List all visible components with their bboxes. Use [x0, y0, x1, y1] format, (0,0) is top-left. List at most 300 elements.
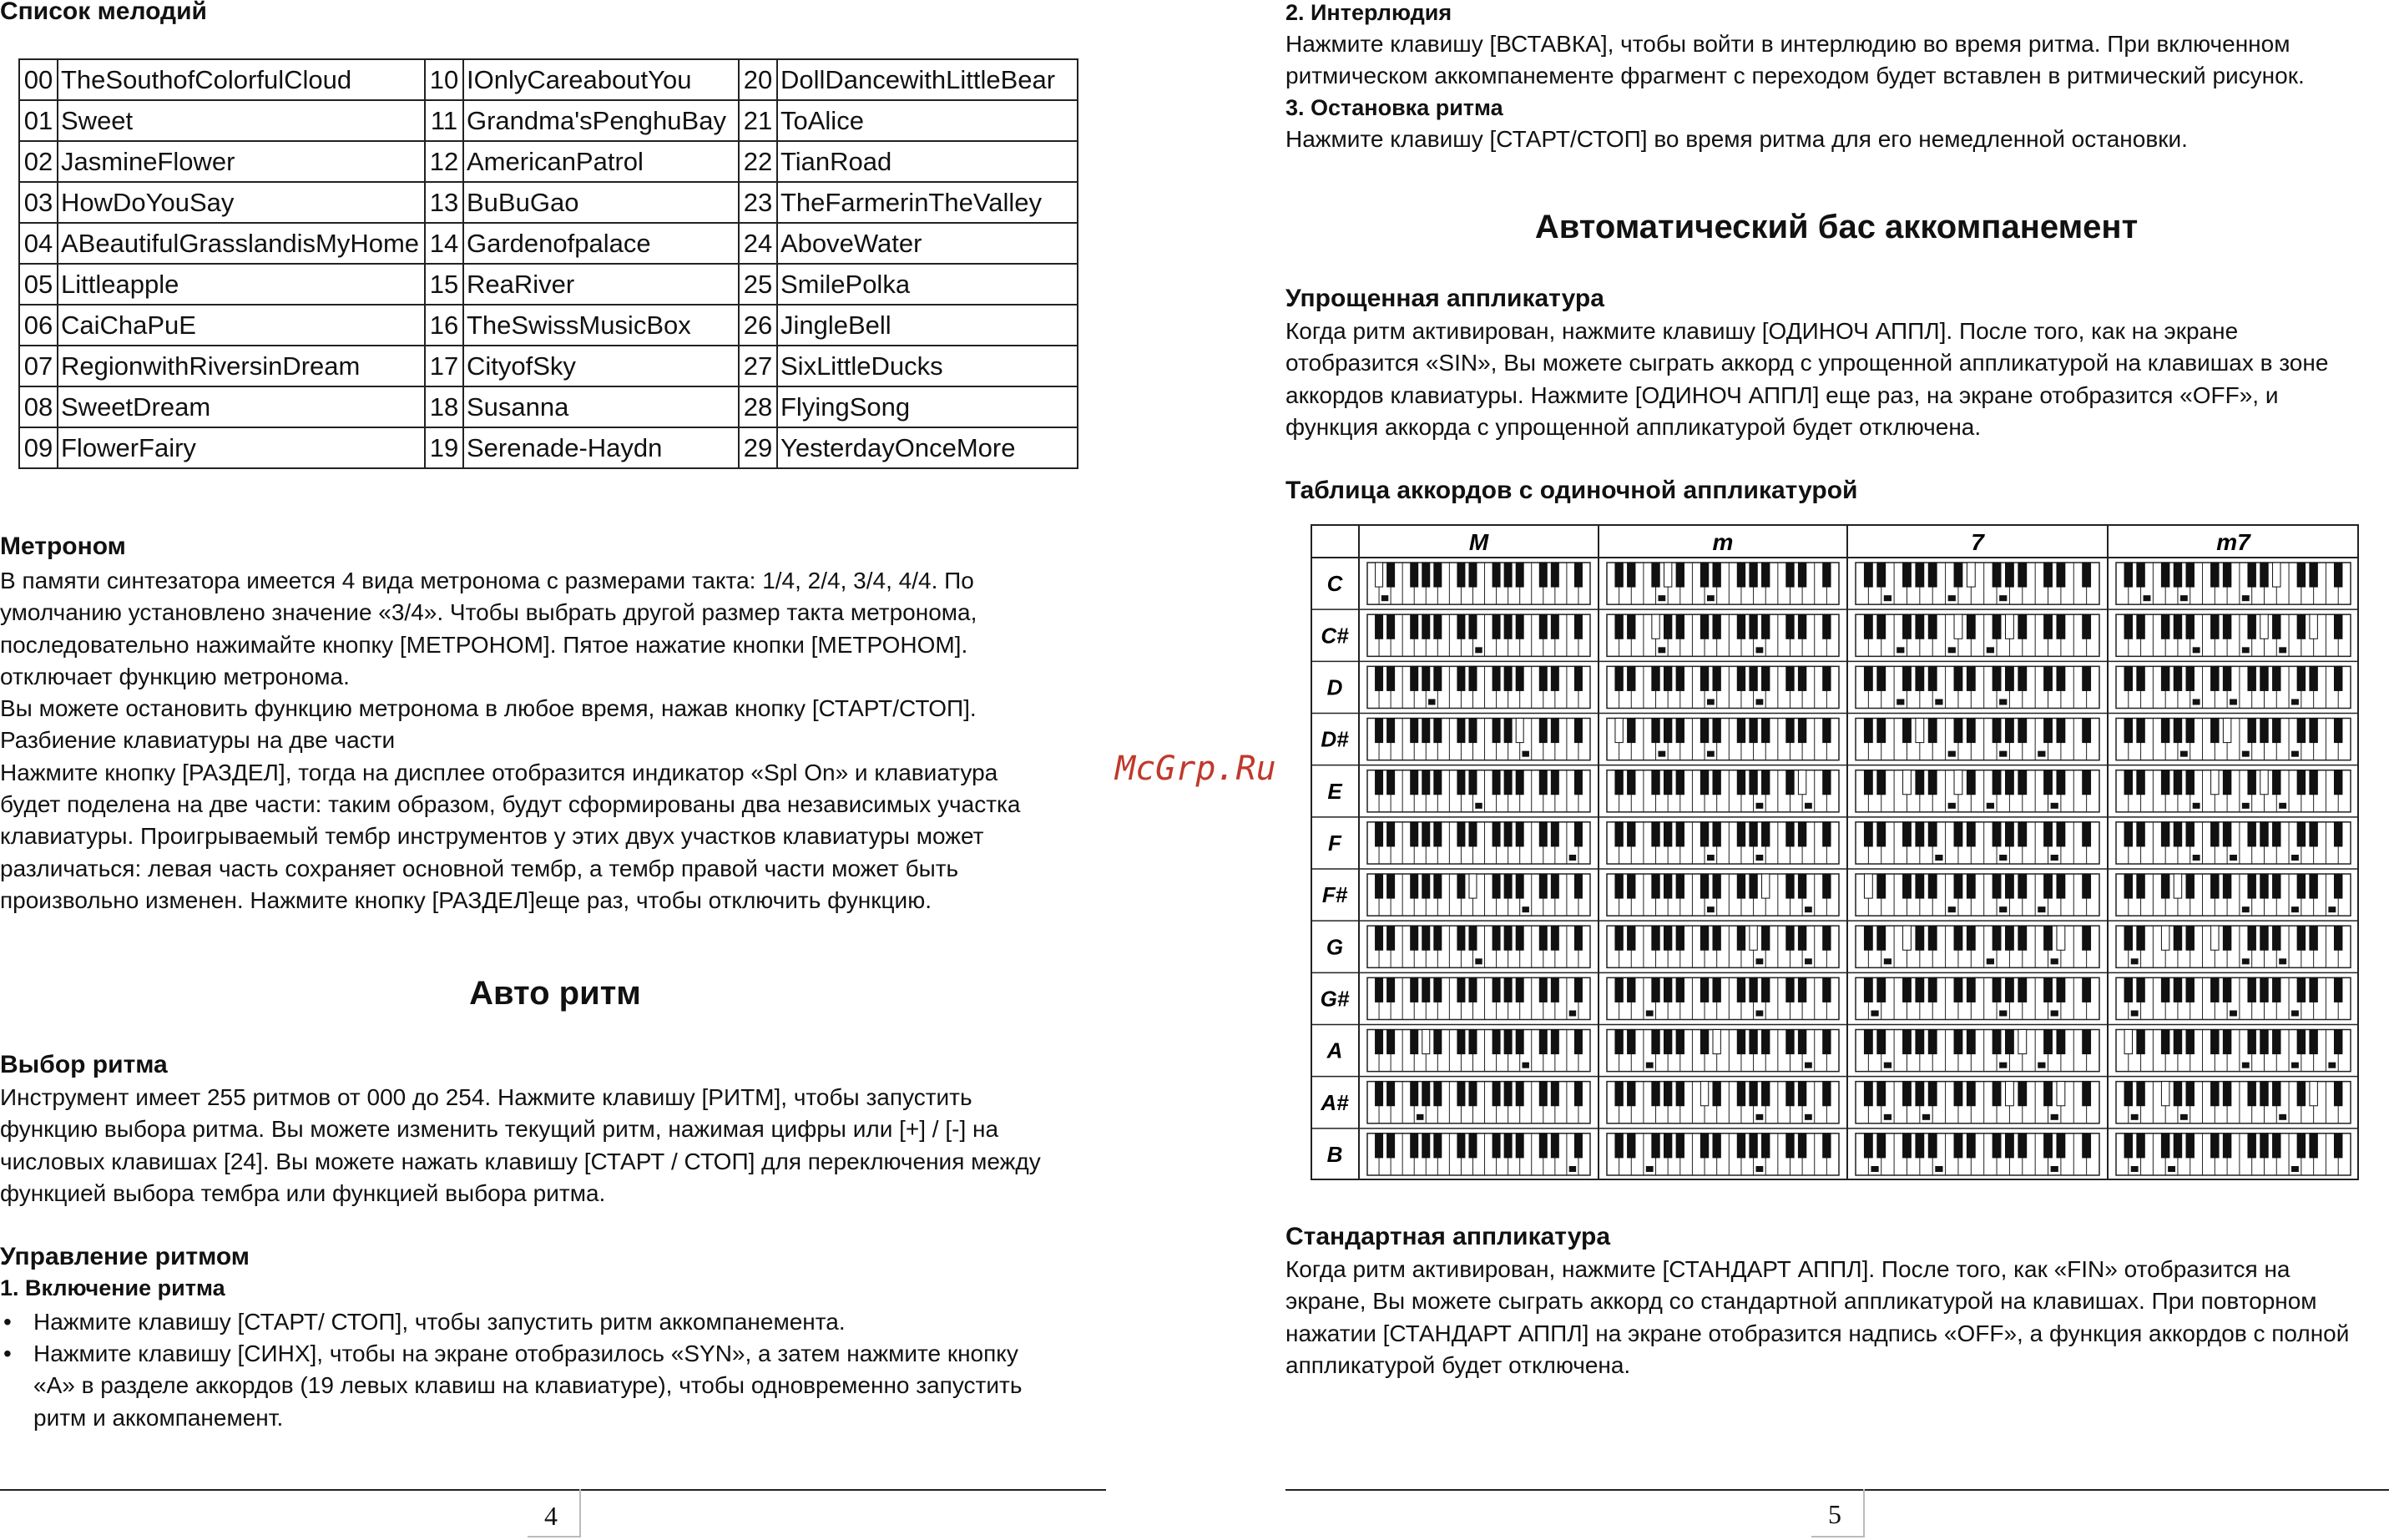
black-key	[2174, 770, 2181, 795]
black-key	[1877, 770, 1886, 795]
black-key	[2273, 1082, 2280, 1106]
pressed-key-marker	[2168, 1166, 2175, 1172]
black-key	[1762, 822, 1770, 846]
melody-number: 21	[739, 100, 777, 141]
pressed-key-marker	[1646, 1011, 1654, 1017]
black-key	[1823, 874, 1831, 898]
black-key	[2273, 719, 2280, 743]
black-key	[1551, 666, 1558, 690]
melody-name: DollDancewithLittleBear	[777, 59, 1078, 100]
pressed-key-marker	[1756, 958, 1764, 964]
black-key	[2310, 1030, 2317, 1054]
black-key	[1457, 926, 1465, 950]
black-key	[2273, 822, 2280, 846]
text-line: функцию выбора ритма. Вы можете изменить текущий ритм, нажимая цифры или [+] / [-] на	[0, 1116, 999, 1143]
black-key	[1434, 874, 1442, 898]
black-key	[2137, 926, 2144, 950]
melody-number: 04	[19, 223, 58, 264]
pressed-key-marker	[2242, 906, 2250, 912]
pressed-key-marker	[1805, 906, 1812, 912]
pressed-key-marker	[1756, 855, 1764, 861]
rhythm-select-title: Выбор ритма	[0, 1051, 168, 1078]
black-key	[1877, 1134, 1886, 1158]
black-key	[1877, 614, 1886, 639]
black-key	[1615, 1030, 1623, 1054]
black-key	[1516, 1082, 1523, 1106]
black-key	[1967, 926, 1975, 950]
pressed-key-marker	[1756, 647, 1764, 653]
black-key	[1750, 719, 1757, 743]
black-key	[2006, 1082, 2014, 1106]
text-line: Когда ритм активирован, нажмите [СТАНДАРТ АППЛ]. После того, как «FIN» отобразится на	[1285, 1256, 2291, 1282]
black-key	[1411, 874, 1418, 898]
black-key	[2248, 926, 2255, 950]
black-key	[2186, 563, 2194, 587]
text-line: Нажмите кнопку [РАЗДЕЛ], тогда на дисплее отобразится индикатор «Spl On» и клавиатура	[0, 759, 998, 785]
black-key	[1664, 1134, 1671, 1158]
black-key	[1798, 1030, 1806, 1054]
black-key	[1762, 874, 1770, 898]
black-key	[1411, 1082, 1418, 1106]
black-key	[2006, 874, 2014, 898]
black-key	[1664, 1030, 1671, 1054]
black-key	[1492, 666, 1500, 690]
pressed-key-marker	[1569, 1011, 1576, 1017]
pressed-key-marker	[1987, 803, 1994, 809]
black-key	[1928, 1030, 1937, 1054]
stop-text	[1285, 124, 2188, 155]
rhythm-control-title: Управление ритмом	[0, 1243, 250, 1270]
pressed-key-marker	[1897, 647, 1904, 653]
black-key	[1700, 874, 1708, 898]
black-key	[1786, 822, 1794, 846]
simple-fingering-text	[1285, 316, 2328, 443]
black-key	[1762, 666, 1770, 690]
text-line: В памяти синтезатора имеется 4 вида метронома с размерами такта: 1/4, 2/4, 3/4, 4/4. По	[0, 568, 974, 593]
pressed-key-marker	[2291, 699, 2299, 705]
black-key	[1762, 1030, 1770, 1054]
pressed-key-marker	[1884, 595, 1892, 601]
black-key	[1676, 1134, 1684, 1158]
bullet-line: ритм и аккомпанемент.	[33, 1404, 284, 1431]
black-key	[1469, 666, 1477, 690]
pressed-key-marker	[1987, 647, 1994, 653]
black-key	[1823, 977, 1831, 1002]
black-key	[1993, 822, 2001, 846]
chord-row-label: F#	[1321, 882, 1348, 908]
black-key	[1993, 719, 2001, 743]
black-key	[2006, 822, 2014, 846]
black-key	[2211, 1134, 2219, 1158]
black-key	[2044, 614, 2053, 639]
black-key	[2057, 666, 2065, 690]
black-key	[1700, 563, 1708, 587]
black-key	[1762, 614, 1770, 639]
black-key	[1916, 770, 1924, 795]
black-key	[1411, 1030, 1418, 1054]
standard-fingering-title: Стандартная аппликатура	[1285, 1223, 1611, 1250]
black-key	[2161, 563, 2169, 587]
black-key	[1903, 822, 1912, 846]
pressed-key-marker	[2131, 1114, 2139, 1120]
black-key	[1786, 1030, 1794, 1054]
black-key	[2260, 1082, 2268, 1106]
black-key	[1387, 874, 1395, 898]
black-key	[2186, 1134, 2194, 1158]
black-key	[2248, 822, 2255, 846]
black-key	[1737, 770, 1745, 795]
pressed-key-marker	[2131, 1011, 2139, 1017]
melody-name: CaiChaPuE	[58, 305, 425, 346]
black-key	[1615, 926, 1623, 950]
black-key	[1713, 614, 1720, 639]
black-key	[2044, 666, 2053, 690]
black-key	[1387, 977, 1395, 1002]
black-key	[2334, 1134, 2341, 1158]
black-key	[2211, 1082, 2219, 1106]
black-key	[1652, 926, 1659, 950]
pressed-key-marker	[1805, 958, 1812, 964]
black-key	[1877, 719, 1886, 743]
text-line: экране, Вы можете сыграть аккорд со стандартной аппликатурой на клавишах. При повторном	[1285, 1288, 2317, 1315]
black-key	[1676, 614, 1684, 639]
black-key	[1993, 874, 2001, 898]
black-key	[1864, 770, 1872, 795]
pressed-key-marker	[2291, 1011, 2299, 1017]
melody-name: CityofSky	[463, 346, 739, 386]
melody-name: TheSouthofColorfulCloud	[58, 59, 425, 100]
pressed-key-marker	[2242, 751, 2250, 757]
pressed-key-marker	[1381, 595, 1388, 601]
black-key	[2018, 874, 2027, 898]
black-key	[1823, 1134, 1831, 1158]
text-line: Инструмент имеет 255 ритмов от 000 до 254. Нажмите клавишу [РИТМ], чтобы запустить	[0, 1084, 972, 1110]
black-key	[2248, 719, 2255, 743]
melody-number: 23	[739, 182, 777, 223]
pressed-key-marker	[1935, 855, 1942, 861]
black-key	[1737, 926, 1745, 950]
melody-number: 12	[425, 141, 463, 182]
black-key	[1387, 822, 1395, 846]
black-key	[1469, 822, 1477, 846]
black-key	[2297, 1082, 2305, 1106]
melody-number: 10	[425, 59, 463, 100]
black-key	[1993, 770, 2001, 795]
black-key	[2124, 770, 2132, 795]
black-key	[1539, 1082, 1547, 1106]
pressed-key-marker	[1707, 595, 1715, 601]
black-key	[1750, 1134, 1757, 1158]
black-key	[2174, 1134, 2181, 1158]
black-key	[1628, 926, 1635, 950]
black-key	[1664, 822, 1671, 846]
black-key	[2334, 977, 2341, 1002]
black-key	[1574, 666, 1582, 690]
black-key	[2124, 1082, 2132, 1106]
black-key	[1628, 719, 1635, 743]
black-key	[1492, 977, 1500, 1002]
black-key	[1469, 1082, 1477, 1106]
chord-row-label: C#	[1321, 623, 1349, 649]
black-key	[1750, 563, 1757, 587]
black-key	[1928, 926, 1937, 950]
black-key	[2334, 666, 2341, 690]
black-key	[2057, 822, 2065, 846]
black-key	[2057, 926, 2065, 950]
black-key	[1798, 822, 1806, 846]
black-key	[2186, 666, 2194, 690]
black-key	[1762, 1082, 1770, 1106]
black-key	[1539, 719, 1547, 743]
black-key	[1434, 719, 1442, 743]
black-key	[1422, 614, 1430, 639]
black-key	[1993, 1082, 2001, 1106]
black-key	[1737, 1134, 1745, 1158]
black-key	[1928, 563, 1937, 587]
black-key	[1786, 666, 1794, 690]
black-key	[1954, 977, 1962, 1002]
page-number: 4	[544, 1501, 558, 1531]
black-key	[2211, 874, 2219, 898]
black-key	[1864, 1082, 1872, 1106]
pressed-key-marker	[1756, 1011, 1764, 1017]
black-key	[1664, 926, 1671, 950]
black-key	[1539, 926, 1547, 950]
pressed-key-marker	[2242, 647, 2250, 653]
black-key	[2057, 719, 2065, 743]
bullet-item	[3, 1338, 1088, 1438]
pressed-key-marker	[2051, 855, 2058, 861]
black-key	[1737, 563, 1745, 587]
black-key	[1411, 666, 1418, 690]
melody-name: TheSwissMusicBox	[463, 305, 739, 346]
black-key	[1713, 666, 1720, 690]
black-key	[1713, 563, 1720, 587]
black-key	[1411, 977, 1418, 1002]
black-key	[1823, 1082, 1831, 1106]
pressed-key-marker	[1805, 803, 1812, 809]
black-key	[1457, 563, 1465, 587]
black-key	[1713, 719, 1720, 743]
black-key	[1676, 719, 1684, 743]
pressed-key-marker	[1756, 1114, 1764, 1120]
black-key	[2174, 977, 2181, 1002]
melody-name: Sweet	[58, 100, 425, 141]
black-key	[2057, 977, 2065, 1002]
black-key	[1676, 563, 1684, 587]
pressed-key-marker	[1999, 1011, 2007, 1017]
chord-row-label: D	[1326, 674, 1343, 700]
black-key	[2137, 822, 2144, 846]
text-line: функцией выбора тембра или функцией выбора ритма.	[0, 1179, 606, 1206]
black-key	[1434, 1134, 1442, 1158]
black-key	[1954, 926, 1962, 950]
black-key	[1967, 822, 1975, 846]
black-key	[1492, 1082, 1500, 1106]
black-key	[2186, 1030, 2194, 1054]
black-key	[1750, 666, 1757, 690]
black-key	[2044, 1082, 2053, 1106]
standard-fingering-text	[1285, 1254, 2349, 1381]
black-key	[1737, 874, 1745, 898]
black-key	[2044, 719, 2053, 743]
pressed-key-marker	[2131, 1166, 2139, 1172]
black-key	[2310, 926, 2317, 950]
pressed-key-marker	[2180, 1114, 2188, 1120]
black-key	[1916, 874, 1924, 898]
black-key	[2260, 666, 2268, 690]
black-key	[1504, 926, 1512, 950]
black-key	[1615, 874, 1623, 898]
black-key	[1628, 1134, 1635, 1158]
black-key	[2248, 1082, 2255, 1106]
black-key	[1664, 719, 1671, 743]
melody-number: 28	[739, 386, 777, 427]
black-key	[1928, 614, 1937, 639]
black-key	[2083, 1030, 2091, 1054]
black-key	[1628, 874, 1635, 898]
black-key	[2211, 719, 2219, 743]
black-key	[1376, 1134, 1383, 1158]
melody-number: 25	[739, 264, 777, 305]
black-key	[1551, 770, 1558, 795]
black-key	[2297, 1134, 2305, 1158]
black-key	[2006, 977, 2014, 1002]
pressed-key-marker	[1935, 1166, 1942, 1172]
melody-name: AmericanPatrol	[463, 141, 739, 182]
black-key	[2223, 977, 2230, 1002]
black-key	[1504, 874, 1512, 898]
melody-list-title: Список мелодий	[0, 0, 207, 25]
black-key	[1434, 1030, 1442, 1054]
pressed-key-marker	[2291, 1166, 2299, 1172]
black-key	[1877, 666, 1886, 690]
black-key	[1457, 666, 1465, 690]
black-key	[1713, 1030, 1720, 1054]
black-key	[1539, 822, 1547, 846]
black-key	[1652, 822, 1659, 846]
black-key	[2248, 1030, 2255, 1054]
black-key	[2174, 822, 2181, 846]
black-key	[1551, 614, 1558, 639]
black-key	[1516, 770, 1523, 795]
black-key	[1798, 563, 1806, 587]
melody-number: 05	[19, 264, 58, 305]
melody-name: IOnlyCareaboutYou	[463, 59, 739, 100]
black-key	[1422, 719, 1430, 743]
melody-name: TianRoad	[777, 141, 1078, 182]
black-key	[1457, 770, 1465, 795]
black-key	[2297, 977, 2305, 1002]
melody-name: FlyingSong	[777, 386, 1078, 427]
black-key	[2044, 977, 2053, 1002]
text-line: нажатии [СТАНДАРТ АППЛ] на экране отобразится надпись «OFF», а функция аккордов с полной	[1285, 1320, 2350, 1346]
black-key	[1387, 1030, 1395, 1054]
black-key	[1737, 1030, 1745, 1054]
melody-name: ReaRiver	[463, 264, 739, 305]
watermark: McGrp.Ru	[1115, 750, 1276, 788]
melody-number: 18	[425, 386, 463, 427]
black-key	[2260, 822, 2268, 846]
text-line: функция аккорда с упрощенной аппликатурой будет отключена.	[1285, 413, 1982, 440]
black-key	[2223, 719, 2230, 743]
black-key	[1422, 1134, 1430, 1158]
black-key	[1504, 822, 1512, 846]
pressed-key-marker	[1658, 595, 1665, 601]
melody-table	[18, 58, 1078, 469]
bullet-item	[3, 1306, 1088, 1340]
black-key	[1903, 770, 1912, 795]
black-key	[2083, 822, 2091, 846]
black-key	[1411, 926, 1418, 950]
chord-row-label: A#	[1321, 1089, 1349, 1115]
black-key	[1750, 614, 1757, 639]
black-key	[1551, 719, 1558, 743]
pressed-key-marker	[1646, 1166, 1654, 1172]
black-key	[2044, 926, 2053, 950]
black-key	[1492, 770, 1500, 795]
black-key	[1434, 1082, 1442, 1106]
black-key	[2161, 719, 2169, 743]
melody-name: JingleBell	[777, 305, 1078, 346]
chord-row-label: B	[1326, 1141, 1343, 1167]
melody-name: SmilePolka	[777, 264, 1078, 305]
black-key	[1376, 822, 1383, 846]
black-key	[2334, 1082, 2341, 1106]
black-key	[1628, 666, 1635, 690]
black-key	[2260, 1030, 2268, 1054]
black-key	[2273, 1134, 2280, 1158]
black-key	[2223, 1134, 2230, 1158]
melody-name: SweetDream	[58, 386, 425, 427]
black-key	[2334, 770, 2341, 795]
black-key	[2260, 770, 2268, 795]
black-key	[2137, 770, 2144, 795]
black-key	[1700, 1082, 1708, 1106]
pressed-key-marker	[1756, 699, 1764, 705]
pressed-key-marker	[1707, 855, 1715, 861]
pressed-key-marker	[2291, 751, 2299, 757]
black-key	[2174, 719, 2181, 743]
black-key	[1411, 1134, 1418, 1158]
black-key	[2273, 977, 2280, 1002]
black-key	[1928, 874, 1937, 898]
black-key	[1469, 770, 1477, 795]
black-key	[2161, 822, 2169, 846]
black-key	[1993, 1134, 2001, 1158]
pressed-key-marker	[2230, 1011, 2237, 1017]
black-key	[1422, 822, 1430, 846]
black-key	[1798, 977, 1806, 1002]
black-key	[1713, 822, 1720, 846]
black-key	[1516, 822, 1523, 846]
black-key	[2223, 1030, 2230, 1054]
black-key	[1954, 614, 1962, 639]
pressed-key-marker	[2291, 1063, 2299, 1068]
black-key	[2186, 874, 2194, 898]
black-key	[1422, 1082, 1430, 1106]
black-key	[2310, 614, 2317, 639]
black-key	[2186, 1082, 2194, 1106]
melody-name: SixLittleDucks	[777, 346, 1078, 386]
black-key	[2248, 977, 2255, 1002]
pressed-key-marker	[1475, 647, 1482, 653]
black-key	[2044, 1134, 2053, 1158]
black-key	[1574, 770, 1582, 795]
melody-name: Serenade-Haydn	[463, 427, 739, 468]
black-key	[1387, 666, 1395, 690]
black-key	[2273, 666, 2280, 690]
